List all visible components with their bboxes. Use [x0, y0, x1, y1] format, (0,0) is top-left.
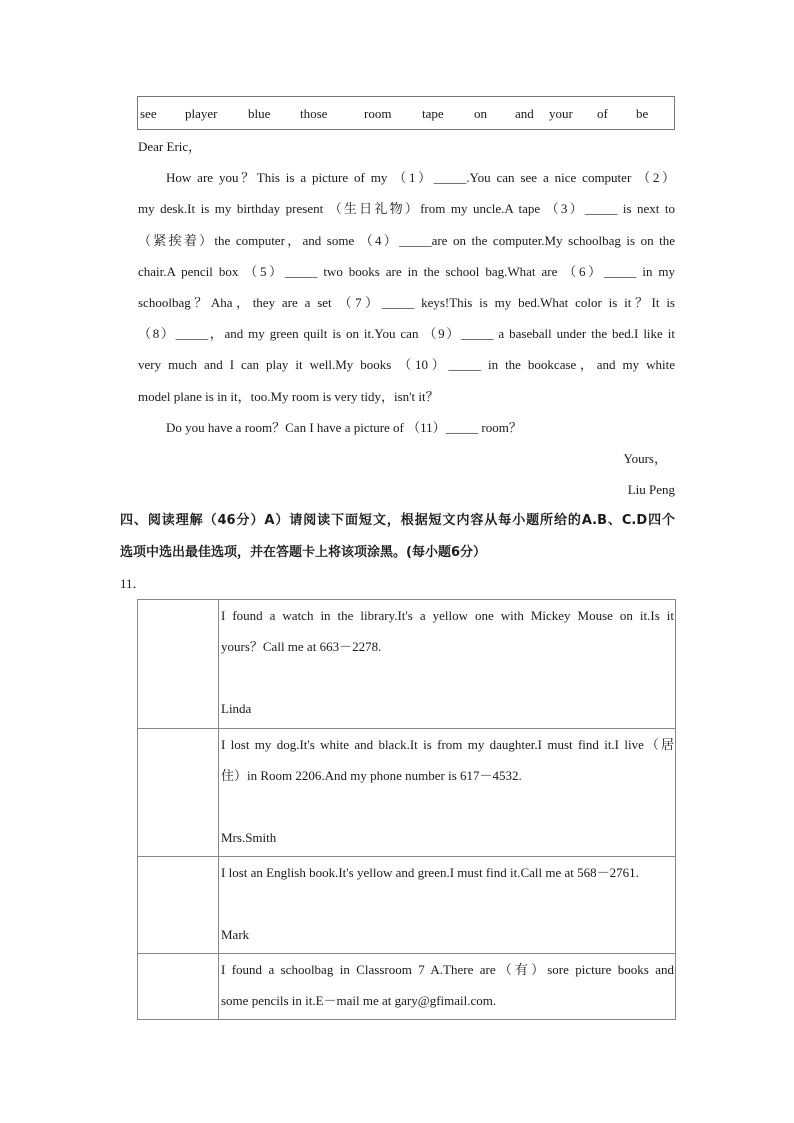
letter-greeting: Dear Eric， — [138, 139, 202, 154]
notice-spacer — [221, 791, 674, 822]
notice-text: I lost an English book.It's yellow and green.I must find it.Call me at 568－2761. — [221, 865, 639, 880]
table-row — [138, 954, 676, 1020]
letter-closing-line: Do you have a room？Can I have a picture of （11）_____ room？ — [166, 420, 522, 435]
word-bank-item: room — [364, 106, 392, 121]
letter-line: model plane is in it，too.My room is very tidy，isn't it？ — [138, 389, 439, 404]
table-row — [138, 857, 676, 954]
word-bank-item: blue — [248, 106, 271, 121]
blank-cell — [138, 729, 219, 857]
word-bank-item: player — [185, 106, 218, 121]
notice-text: yours？Call me at 663－2278. — [221, 639, 382, 654]
notice-text: 住）in Room 2206.And my phone number is 617－4532. — [221, 768, 522, 783]
letter-line: my desk.It is my birthday present （生日礼物）from my uncle.A tape （3）_____ is next to — [138, 201, 675, 216]
letter-line: schoolbag？Aha，they are a set （7）_____ keys!This is my bed.What color is it？It is — [138, 295, 675, 310]
word-bank-item: of — [597, 106, 608, 121]
notice-cell — [219, 954, 676, 1020]
letter-line: （紧挨着）the computer，and some （4）_____are on the computer.My schoolbag is on the — [138, 233, 675, 248]
word-bank-item: be — [636, 106, 649, 121]
word-bank — [137, 96, 675, 130]
section-heading: 四、阅读理解（46分）A）请阅读下面短文，根据短文内容从每小题所给的A.B、C.D四个 — [120, 513, 675, 528]
table-row — [138, 729, 676, 857]
notice-text: I lost my dog.It's white and black.It is from my daughter.I must find it.I live（居 — [221, 737, 674, 752]
notice-name: Linda — [221, 701, 252, 716]
blank-cell — [138, 857, 219, 954]
notice-cell — [219, 857, 676, 954]
notice-text: some pencils in it.E－mail me at gary@gfimail.com. — [221, 993, 497, 1008]
word-bank-item: see — [140, 106, 157, 121]
notice-name: Mark — [221, 927, 250, 942]
notices-table — [137, 599, 676, 1020]
notice-name: Mrs.Smith — [221, 830, 277, 845]
word-bank-item: your — [549, 106, 573, 121]
letter-signature: Liu Peng — [627, 482, 675, 497]
letter-sign-off: Yours， — [623, 451, 667, 466]
notice-text: I found a schoolbag in Classroom 7 A.There are（有）sore picture books and — [221, 962, 674, 977]
word-bank-item: and — [515, 106, 534, 121]
blank-cell — [138, 600, 219, 729]
notice-spacer — [221, 662, 674, 693]
letter-line: chair.A pencil box （5）_____ two books are in the school bag.What are （6）_____ in my — [138, 264, 675, 279]
notice-text: I found a watch in the library.It's a yellow one with Mickey Mouse on it.Is it — [221, 608, 674, 623]
letter-line: How are you？This is a picture of my （1）_____.You can see a nice computer （2） — [166, 170, 675, 185]
blank-cell — [138, 954, 219, 1020]
letter-line: （8）_____，and my green quilt is on it.You can （9）_____ a baseball under the bed.I like it — [138, 326, 675, 341]
word-bank-item: on — [474, 106, 487, 121]
word-bank-item: tape — [422, 106, 444, 121]
table-row — [138, 600, 676, 729]
notice-spacer — [221, 888, 674, 919]
notice-cell — [219, 600, 676, 729]
notice-cell — [219, 729, 676, 857]
letter-line: very much and I can play it well.My books （10）_____ in the bookcase，and my white — [138, 357, 675, 372]
section-heading-continued: 选项中选出最佳选项，并在答题卡上将该项涂黑。(每小题6分） — [120, 545, 486, 560]
word-bank-item: those — [300, 106, 328, 121]
question-number: 11． — [120, 576, 146, 591]
